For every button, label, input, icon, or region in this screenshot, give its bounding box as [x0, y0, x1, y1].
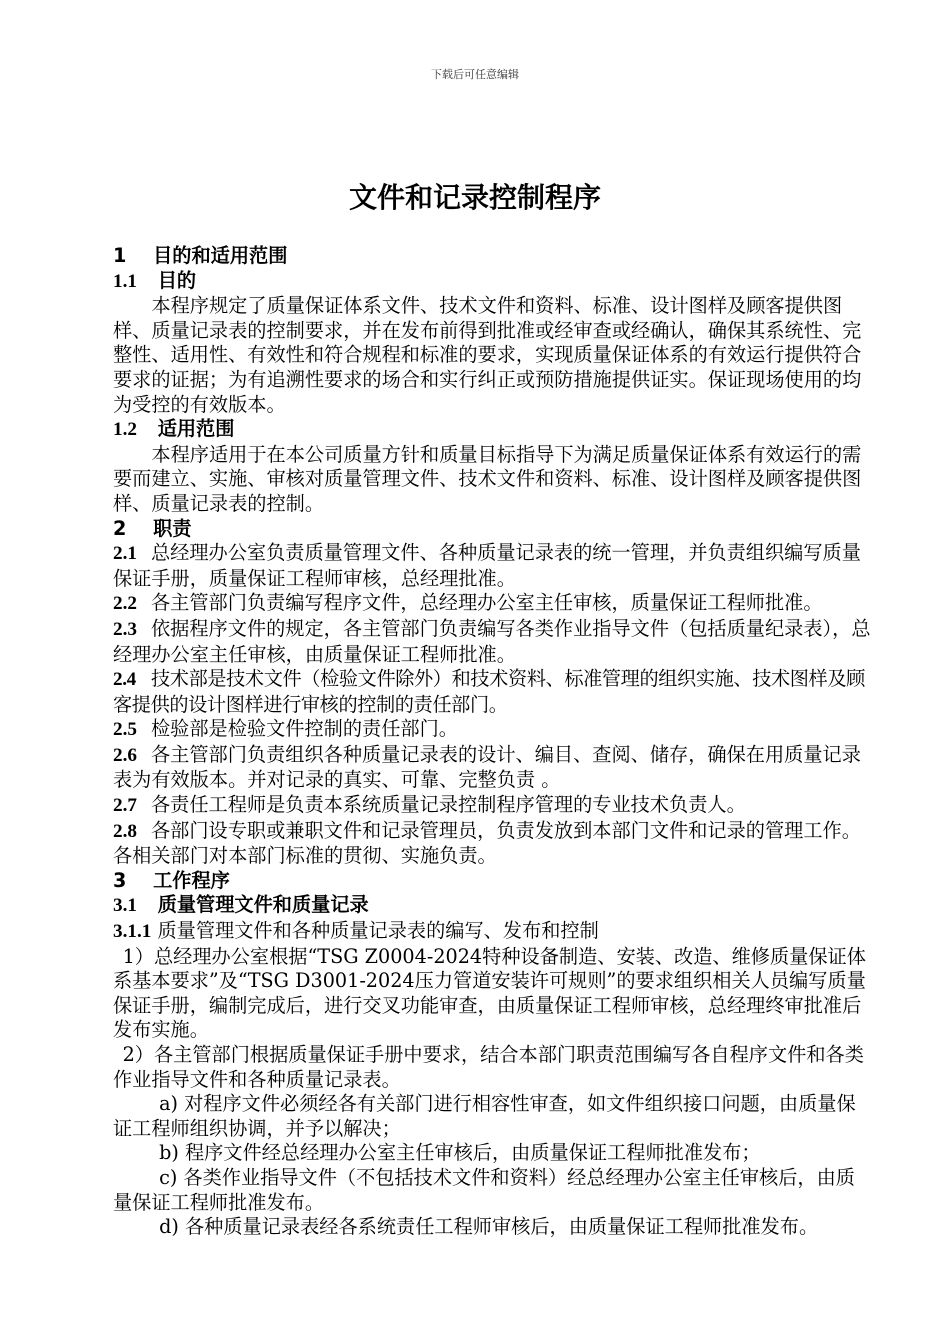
item-number: 2.2	[113, 593, 137, 615]
procedure-paragraph-1: 1）总经理办公室根据“TSG Z0004-2024特种设备制造、安装、改造、维修质量保证体系基本要求”及“TSG D3001-2024压力管道安装许可规则”的要求组织相关人员编写质量保证手册，编制完成后，进行交叉功能审查，由质量保证工程师审核，总经理终审批准后发布实施。	[113, 944, 866, 1042]
item-number: 2.8	[113, 820, 137, 842]
item-number: 2.1	[113, 543, 137, 565]
item-number: 2.5	[113, 719, 137, 741]
item-text: 各主管部门负责组织各种质量记录表的设计、编目、查阅、储存，确保在用质量记录表为有效版本。并对记录的真实、可靠、完整负责 。	[113, 742, 861, 792]
item-text: 技术部是技术文件（检验文件除外）和技术资料、标准管理的组织实施、技术图样及顾客提供的设计图样进行审核的控制的责任部门。	[113, 667, 865, 716]
section-2-heading	[113, 517, 873, 542]
section-title: 目的和适用范围	[153, 244, 288, 267]
procedure-item-c: c) 各类作业指导文件（不包括技术文件和资料）经总经理办公室主任审核后，由质量保证工程师批准发布。	[113, 1165, 855, 1214]
section-title: 质量管理文件和质量记录	[157, 893, 369, 917]
procedure-item-d: d) 各种质量记录表经各系统责任工程师审核后，由质量保证工程师批准发布。	[159, 1215, 819, 1239]
responsibility-item	[113, 717, 873, 743]
procedure-paragraph-2: 2）各主管部门根据质量保证手册中要求，结合本部门职责范围编写各自程序文件和各类作业指导文件和各种质量记录表。	[113, 1043, 864, 1091]
item-number: 2.3	[113, 618, 137, 640]
section-1-1-heading	[113, 269, 873, 295]
item-text: 各部门设专职或兼职文件和记录管理员，负责发放到本部门文件和记录的管理工作。各相关部门对本部门标准的贯彻、实施负责。	[113, 818, 861, 868]
procedure-item-b: b) 程序文件经总经理办公室主任审核后，由质量保证工程师批准发布；	[159, 1141, 761, 1165]
document-body	[113, 244, 873, 1240]
section-title: 适用范围	[157, 417, 235, 441]
section-number: 3	[113, 868, 127, 892]
section-title: 质量管理文件和各种质量记录表的编写、发布和控制	[157, 919, 599, 943]
section-number: 1.1	[113, 270, 137, 292]
section-1-2-text: 本程序适用于在本公司质量方针和质量目标指导下为满足质量保证体系有效运行的需要而建立、实施、审核对质量管理文件、技术文件和资料、标准、设计图样及顾客提供图样、质量记录表的控制。	[113, 442, 862, 515]
responsibility-item	[113, 617, 873, 667]
section-number: 1.2	[113, 419, 137, 441]
section-1-heading	[113, 244, 873, 269]
item-text: 总经理办公室负责质量管理文件、各种质量记录表的统一管理，并负责组织编写质量保证手册，质量保证工程师审核，总经理批准。	[113, 541, 861, 590]
responsibility-item	[113, 793, 873, 819]
item-text: 检验部是检验文件控制的责任部门。	[151, 717, 458, 741]
section-number: 3.1	[113, 895, 137, 917]
procedure-item-a: a) 对程序文件必须经各有关部门进行相容性审查，如文件组织接口问题，由质量保证工程师组织协调，并予以解决；	[113, 1092, 856, 1140]
item-number: 2.4	[113, 669, 136, 691]
item-number: 2.7	[113, 795, 137, 817]
section-3-1-heading	[113, 893, 873, 919]
item-number: 2.6	[113, 744, 137, 766]
item-text: 依据程序文件的规定，各主管部门负责编写各类作业指导文件（包括质量纪录表），总经理办公室主任审核，由质量保证工程师批准。	[113, 616, 871, 666]
section-number: 1	[113, 244, 127, 267]
section-3-1-1-heading	[113, 919, 873, 945]
responsibility-item	[113, 591, 873, 617]
responsibility-item	[113, 541, 873, 591]
section-1-2-heading	[113, 417, 873, 443]
section-number: 2	[113, 516, 127, 540]
section-1-1-text: 本程序规定了质量保证体系文件、技术文件和资料、标准、设计图样及顾客提供图样、质量记录表的控制要求，并在发布前得到批准或经审查或经确认，确保其系统性、完整性、适用性、有效性和符合规程和标准的要求，实现质量保证体系的有效运行提供符合要求的证据；为有追溯性要求的场合和实行纠正或预防措施提供证实。保证现场使用的均为受控的有效版本。	[113, 294, 862, 416]
responsibility-item	[113, 667, 873, 717]
document-title: 文件和记录控制程序	[348, 181, 601, 214]
responsibility-item	[113, 819, 873, 869]
section-title: 工作程序	[153, 868, 230, 892]
section-title: 职责	[153, 516, 192, 540]
header-note: 下载后可任意编辑	[431, 68, 519, 81]
section-title: 目的	[157, 268, 197, 292]
section-number: 3.1.1	[113, 921, 152, 943]
responsibility-item	[113, 743, 873, 793]
item-text: 各责任工程师是负责本系统质量记录控制程序管理的专业技术负责人。	[151, 793, 746, 817]
item-text: 各主管部门负责编写程序文件，总经理办公室主任审核，质量保证工程师批准。	[151, 591, 823, 615]
section-3-heading	[113, 869, 873, 894]
